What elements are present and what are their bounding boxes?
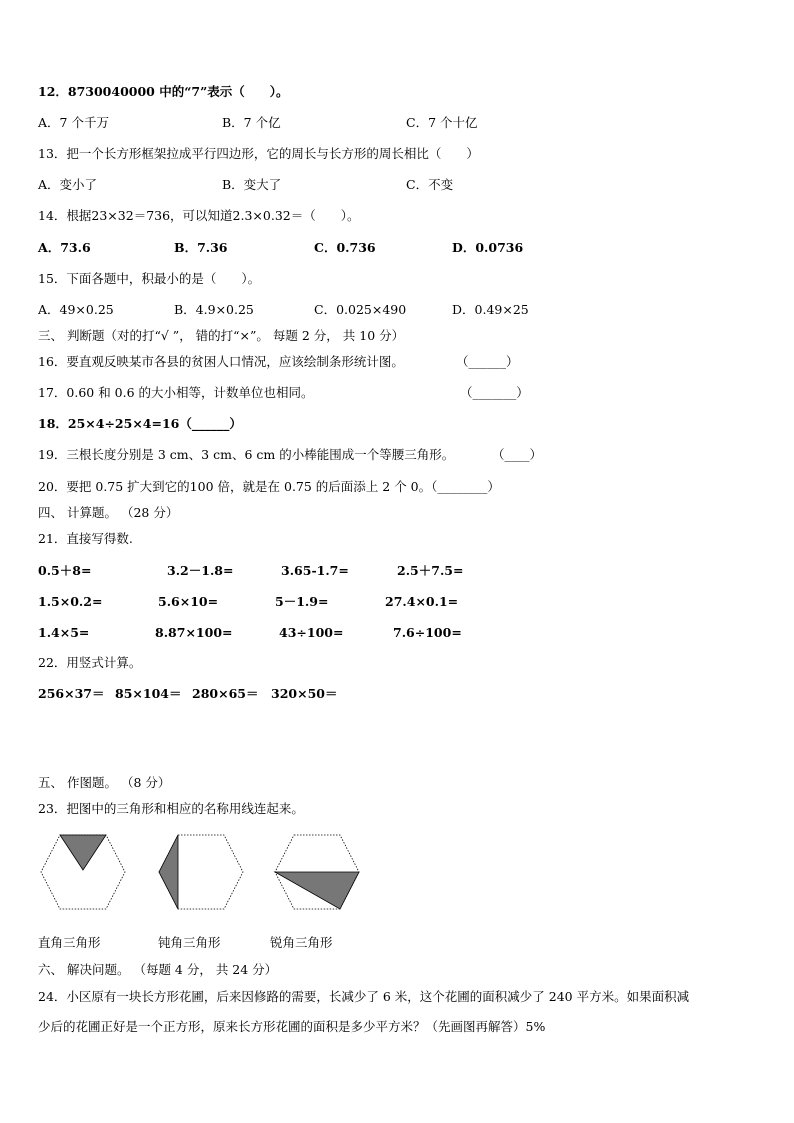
question-12-option-b: B．7 个亿 <box>222 115 281 130</box>
question-14-stem: 14．根据23×32＝736，可以知道2.3×0.32＝（ ）。 <box>38 208 360 223</box>
hexagon-figure-acute-triangle <box>272 832 362 912</box>
question-16-stem: 16．要直观反映某市各县的贫困人口情况，应该绘制条形统计图。 <box>38 354 404 369</box>
q22-item4: 320×50＝ <box>271 686 338 701</box>
q21-row2-item3: 5－1.9= <box>275 594 329 609</box>
label-obtuse-triangle: 钝角三角形 <box>158 935 221 950</box>
q21-row3-item4: 7.6÷100= <box>393 625 462 640</box>
section-5-title: 五、 作图题。 （8 分） <box>38 775 171 790</box>
label-right-triangle: 直角三角形 <box>38 935 101 950</box>
question-17-answer-blank[interactable]: （_______） <box>460 385 529 400</box>
question-15-stem: 15．下面各题中，积最小的是（ ）。 <box>38 271 261 286</box>
question-19-stem: 19．三根长度分别是 3 cm、3 cm、6 cm 的小棒能围成一个等腰三角形。 <box>38 447 455 462</box>
q22-item3: 280×65＝ <box>192 686 259 701</box>
q22-item2: 85×104＝ <box>115 686 182 701</box>
question-15-option-b: B．4.9×0.25 <box>174 302 254 317</box>
q21-row1-item1: 0.5＋8= <box>38 563 92 578</box>
section-4-title: 四、 计算题。 （28 分） <box>38 505 179 520</box>
q21-row1-item4: 2.5＋7.5= <box>397 563 464 578</box>
question-13-option-b: B．变大了 <box>222 177 282 192</box>
section-3-title: 三、 判断题（对的打“√ ”， 错的打“×”。 每题 2 分， 共 10 分） <box>38 328 405 343</box>
q21-row2-item1: 1.5×0.2= <box>38 594 103 609</box>
q21-row1-item2: 3.2－1.8= <box>167 563 234 578</box>
question-14-option-b: B．7.36 <box>174 240 228 255</box>
q21-row3-item2: 8.87×100= <box>155 625 233 640</box>
question-22-stem: 22．用竖式计算。 <box>38 655 142 670</box>
q21-row2-item2: 5.6×10= <box>158 594 219 609</box>
q21-row2-item4: 27.4×0.1= <box>385 594 459 609</box>
hexagon-figure-obtuse-triangle <box>156 832 246 912</box>
q21-row1-item3: 3.65-1.7= <box>281 563 349 578</box>
hexagon-figure-right-triangle <box>38 832 128 912</box>
question-14-option-d: D．0.0736 <box>452 240 524 255</box>
section-6-title: 六、 解决问题。 （每题 4 分， 共 24 分） <box>38 962 278 977</box>
question-13-stem: 13．把一个长方形框架拉成平行四边形，它的周长与长方形的周长相比（ ） <box>38 146 479 161</box>
question-13-option-c: C．不变 <box>406 177 454 192</box>
question-20-stem: 20．要把 0.75 扩大到它的100 倍，就是在 0.75 的后面添上 2 个 0。（________） <box>38 479 500 494</box>
question-19-answer-blank[interactable]: （____） <box>492 447 543 462</box>
label-acute-triangle: 锐角三角形 <box>270 935 333 950</box>
question-12-option-a: A．7 个千万 <box>38 115 109 130</box>
question-15-option-d: D．0.49×25 <box>452 302 529 317</box>
question-24-line-2: 少后的花圃正好是一个正方形，原来长方形花圃的面积是多少平方米？（先画图再解答）5% <box>38 1019 546 1034</box>
question-21-stem: 21．直接写得数. <box>38 531 133 546</box>
q22-item1: 256×37＝ <box>38 686 105 701</box>
question-12-stem: 12．8730040000 中的“7”表示（ ）。 <box>38 84 289 99</box>
question-14-option-a: A．73.6 <box>38 240 91 255</box>
question-16-answer-blank[interactable]: （______） <box>456 354 519 369</box>
question-14-option-c: C．0.736 <box>314 240 376 255</box>
q21-row3-item1: 1.4×5= <box>38 625 90 640</box>
question-12-option-c: C．7 个十亿 <box>406 115 478 130</box>
question-15-option-a: A．49×0.25 <box>38 302 114 317</box>
question-24-line-1: 24．小区原有一块长方形花圃，后来因修路的需要，长减少了 6 米，这个花圃的面积减少了 240 平方米。如果面积减 <box>38 989 690 1004</box>
question-23-stem: 23．把图中的三角形和相应的名称用线连起来。 <box>38 801 304 816</box>
question-15-option-c: C．0.025×490 <box>314 302 407 317</box>
question-17-stem: 17．0.60 和 0.6 的大小相等，计数单位也相同。 <box>38 385 314 400</box>
question-13-option-a: A．变小了 <box>38 177 98 192</box>
question-18-stem: 18．25×4÷25×4=16（______） <box>38 416 242 431</box>
q21-row3-item3: 43÷100= <box>279 625 344 640</box>
